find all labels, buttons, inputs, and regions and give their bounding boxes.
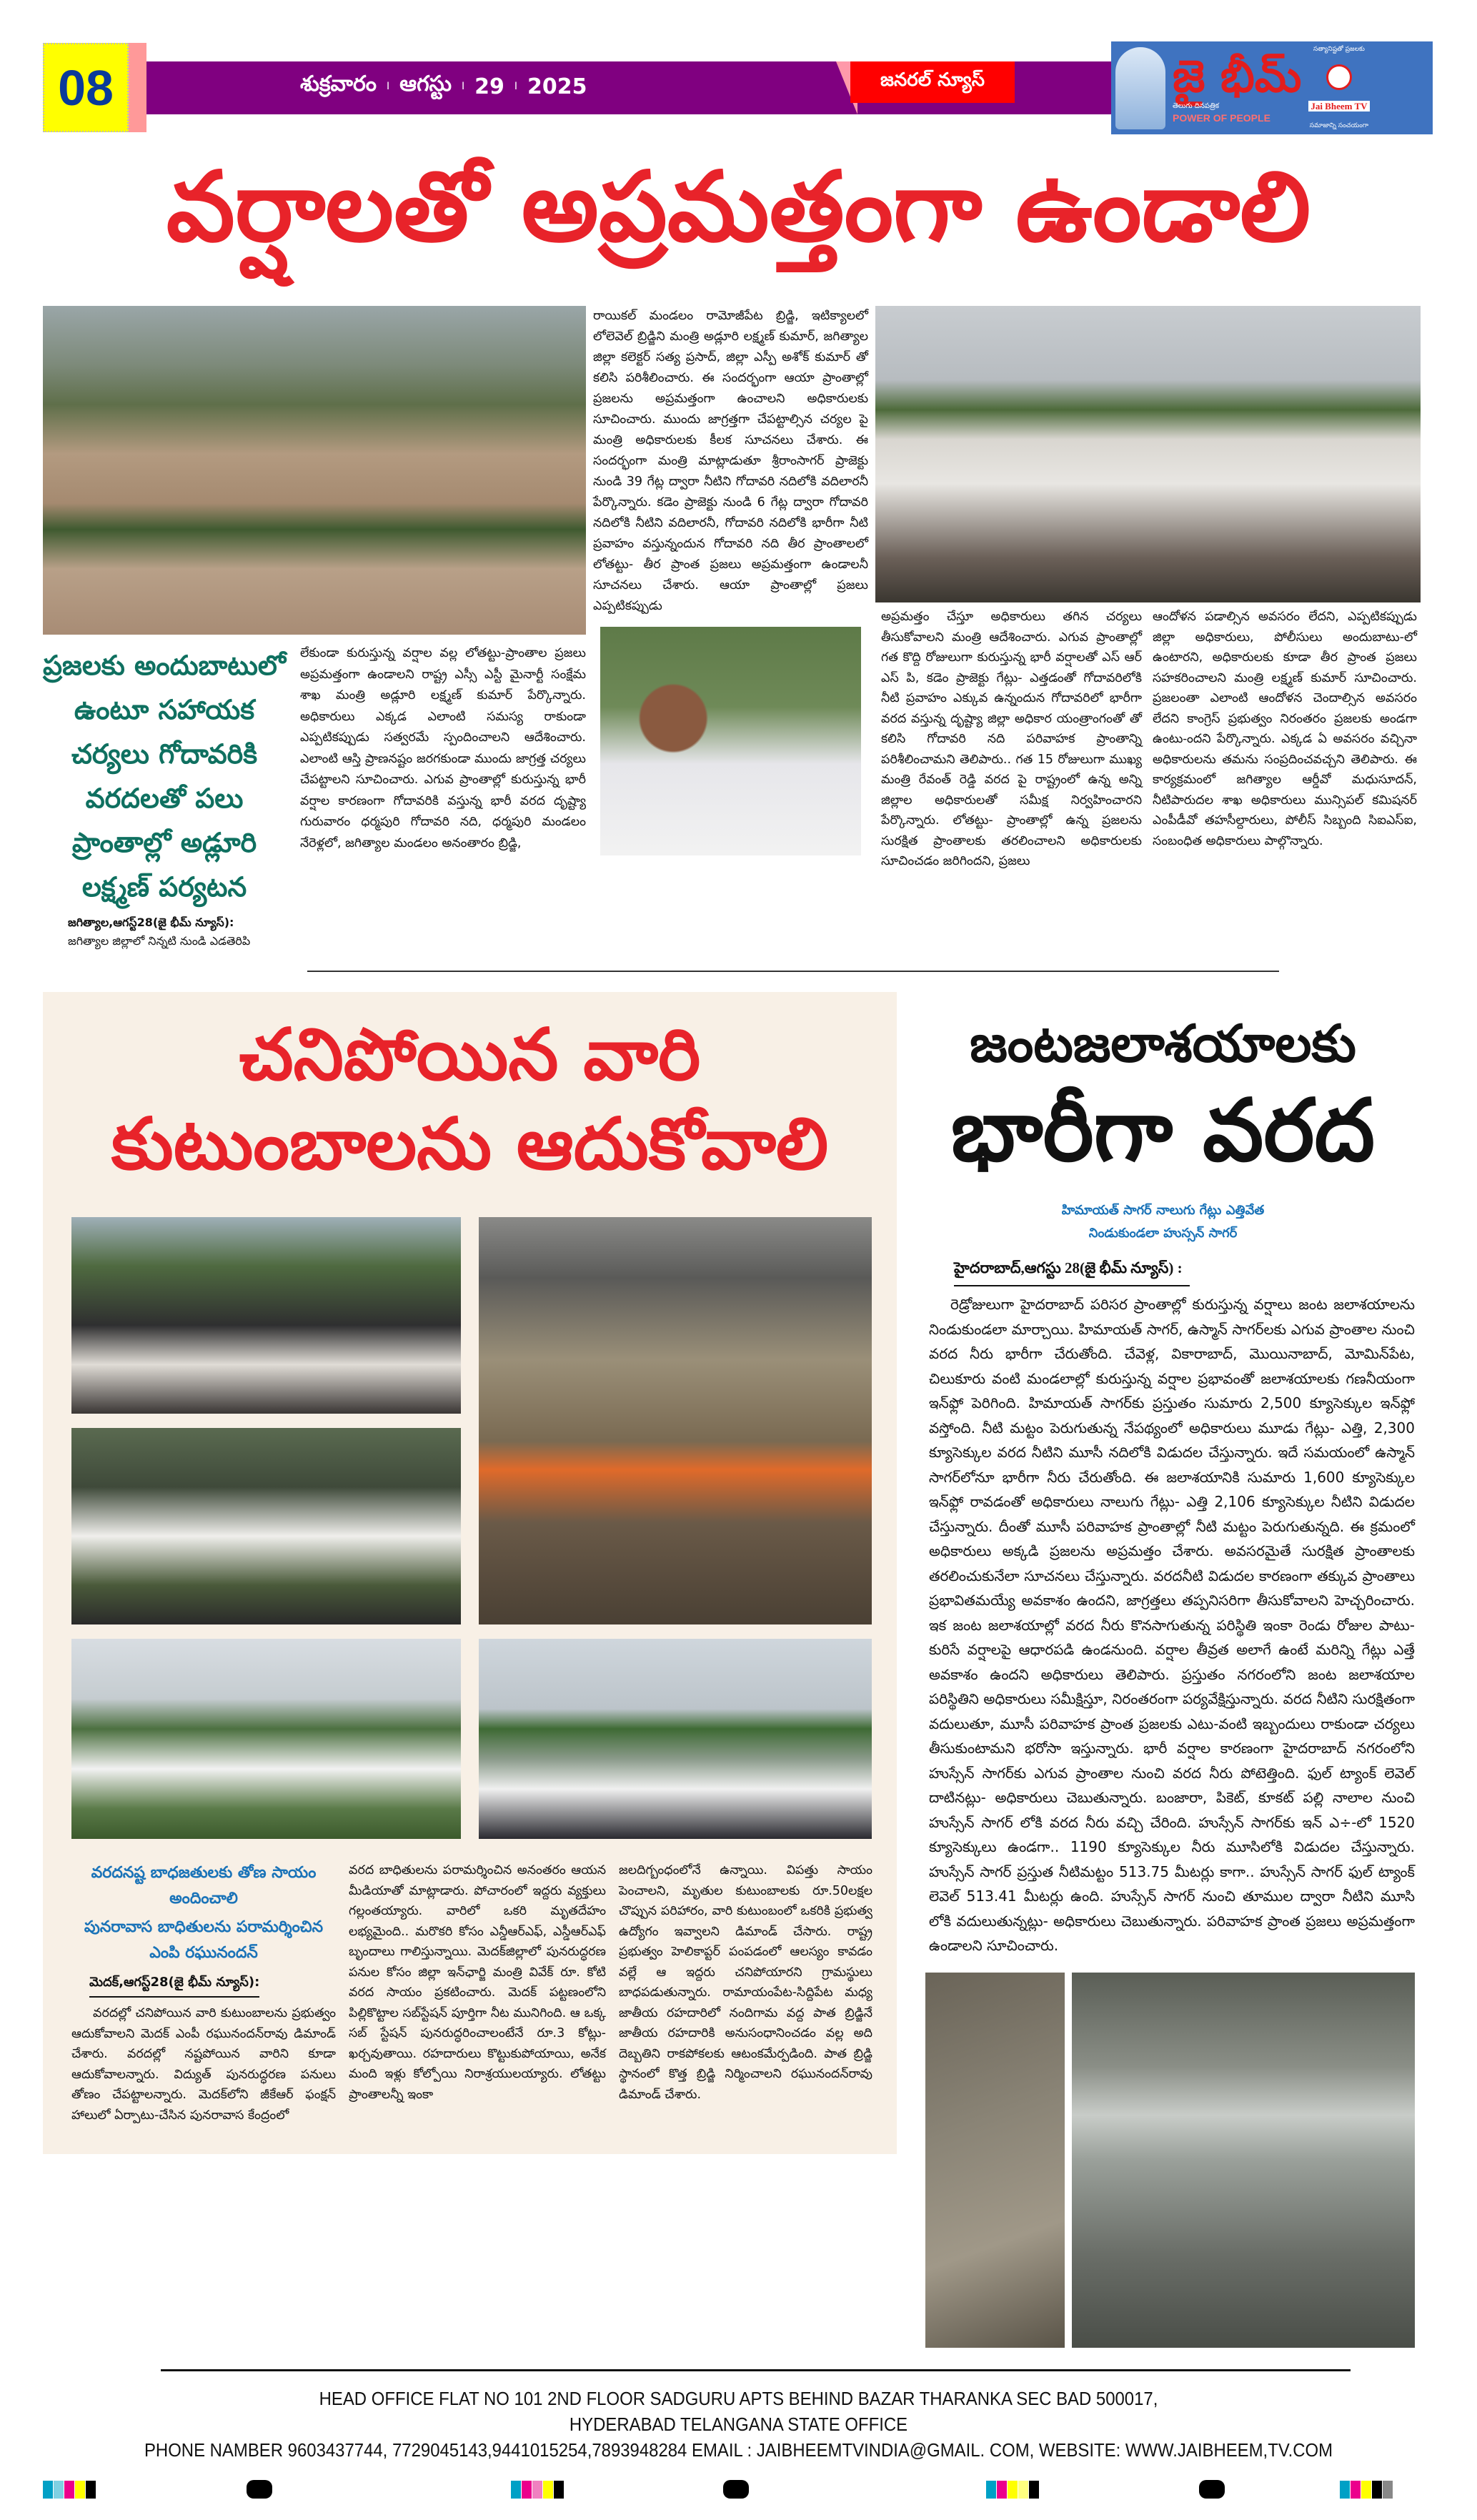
issue-date bbox=[300, 71, 587, 101]
crowd-flood-photo bbox=[479, 1639, 872, 1839]
registration-dot bbox=[1199, 2480, 1225, 2499]
story2-headline bbox=[71, 1010, 868, 1189]
story1-column-5: ఆందోళన పడాల్సిన అవసరం లేదని, ఎప్పటికప్పుడు జిల్లా అధికారులు, పోలీసులు అందుబాటు-లో ఉంటారని, అధికారులకు కూడా తీర ప్రాంత ప్రజలు సహకరించాలని మంత్రి లక్ష్మణ్ కుమార్ సూచించారు. ప్రజలంతా ఎలాంటి ఆందోళన చెందాల్సిన అవసరం లేదని కాంగ్రెస్ ప్రభుత్వం నిరంతరం ప్రజలకు అండగా ఉంటు-ందని పేర్కొన్నారు. ఎక్కడ ఏ అవసరం వచ్చినా అధికారులను తమను సంప్రదించవచ్చని తెలిపారు. ఈ కార్యక్రమంలో జగిత్యాల ఆర్డీవో మధుసూదన్, నీటిపారుదల శాఖ అధికారులు మున్సిపల్ కమిషనర్ ఎంపీడీవో తహసీల్దారులు, పోలీస్ సిబ్బంది సిఐఎస్ఐ, సంబంధిత అధికారులు పాల్గొన్నారు. bbox=[1153, 610, 1417, 848]
date-separator: I bbox=[386, 81, 390, 92]
date-day: శుక్రవారం bbox=[300, 71, 377, 96]
emblem-icon bbox=[1326, 64, 1352, 90]
logo-text bbox=[1173, 51, 1301, 124]
logo-tagline: POWER OF PEOPLE bbox=[1173, 112, 1270, 124]
footer bbox=[59, 2386, 1418, 2463]
registration-dot bbox=[247, 2480, 272, 2499]
story3-headline-line1: జంటజలాశయాలకు bbox=[970, 1013, 1356, 1073]
story2-subheadline-1: వరదనష్ట బాధజతులకు తోణ సాయం అందించాలి bbox=[91, 1864, 317, 1908]
logo-subtitle: తెలుగు దినపత్రిక bbox=[1173, 102, 1220, 110]
rehab-center-photo-2 bbox=[71, 1428, 461, 1624]
masthead bbox=[0, 0, 1477, 143]
newspaper-logo bbox=[1111, 41, 1433, 134]
story3-subheadline bbox=[904, 1199, 1422, 1245]
footer-divider bbox=[161, 2369, 1351, 2371]
flood-water-photo-1 bbox=[925, 1973, 1065, 2348]
page-number: 08 bbox=[43, 43, 129, 132]
story2-photo-grid bbox=[71, 1217, 868, 1839]
story3-dateline: హైదరాబాద్,ఆగస్టు 28(జై భీమ్ న్యూస్) : bbox=[954, 1259, 1190, 1286]
main-headline: వర్షాలతో అప్రమత్తంగా ఉండాలి bbox=[166, 151, 1311, 263]
story1-dateline: జగిత్యాల,ఆగస్ట్28(జై భీమ్ న్యూస్): bbox=[68, 916, 234, 929]
story3-photos bbox=[925, 1973, 1422, 2348]
section-label: జనరల్ న్యూస్ bbox=[850, 61, 1015, 103]
date-separator: I bbox=[462, 81, 465, 92]
story1-middle bbox=[593, 306, 868, 855]
story2-column-1: వరదల్లో చనిపోయిన వారి కుటుంబాలను ప్రభుత్వం ఆదుకోవాలని మెదక్ ఎంపీ రఘునందన్‌రావు డిమాండ్ చేశారు. వరదల్లో నష్టపోయిన వారిని కూడా ఆదుకోవాలన్నారు. విద్యుత్ పునరుద్ధరణ పనులు తోణం చేపట్టాలన్నారు. మెదక్‌లోని జీకేఆర్ ఫంక్షన్ హాలులో ఏర్పాటు-చేసిన పునరావాస కేంద్రంలో bbox=[71, 2006, 336, 2123]
color-registration-marks bbox=[1340, 2481, 1393, 2499]
story3-headline-line2: భారీగా వరద bbox=[950, 1081, 1376, 1181]
story1-left-bottom bbox=[43, 643, 586, 951]
rehab-center-photo-1 bbox=[71, 1217, 461, 1414]
story1-column-3: రాయికల్ మండలం రామోజీపేట బ్రిడ్జి, ఇటిక్యాలలో లోలెవెల్ బ్రిడ్జిని మంత్రి అడ్లూరి లక్ష్మణ్ కుమార్, జగిత్యాల జిల్లా కలెక్టర్ సత్య ప్రసాద్, జిల్లా ఎస్పీ అశోక్ కుమార్ తో కలిసి పరిశీలించారు. ఈ సందర్భంగా ఆయా ప్రాంతాల్లో ప్రజలను అప్రమత్తంగా ఉంచాలని అధికారులకు సూచించారు. ముందు జాగ్రత్తగా చేపట్టాల్సిన చర్యల పై మంత్రి అధికారులకు కీలక సూచనలు చేశారు. ఈ సందర్భంగా మంత్రి మాట్లాడుతూ శ్రీరాంసాగర్ ప్రాజెక్టు నుండి 39 గేట్ల ద్వారా నీటిని గోదావరి నదిలోకి వదిలారనీ పేర్కొన్నారు. కడెం ప్రాజెక్టు నుండి 6 గేట్ల ద్వారా గోదావరి నదిలోకి నీటిని వదిలారనీ, గోదావరి నదిలోకి భారీగా నీటి ప్రవాహం వస్తున్నందున గోదావరి నది తీర ప్రాంతాలలో లోతట్టు- తీర ప్రాంత ప్రజలు అప్రమత్తంగా ఉండాలనీ సూచనలు చేశారు. ఆయా ప్రాంతాల్లో ప్రజలు ఎప్పటికప్పుడు bbox=[593, 309, 868, 613]
story2-dateline: మెదక్,ఆగస్ట్28(జై భీమ్ న్యూస్): bbox=[89, 1973, 259, 1998]
story1-intro bbox=[43, 643, 286, 951]
footer-contact: PHONE NAMBER 9603437744, 7729045143,9441015254,7893948284 EMAIL : JAIBHEEMTVINDIA@GMAIL. COM, WEBSITE: WWW.JAIBHEEM,TV.COM bbox=[144, 2439, 1333, 2461]
story2-headline-line2: కుటుంబాలను ఆదుకోవాలి bbox=[111, 1102, 829, 1186]
logo-top-note: సత్యానిష్టతో ప్రజలకు bbox=[1313, 46, 1365, 53]
story1 bbox=[43, 306, 1477, 951]
story3-subheadline-1: హిమాయత్ సాగర్ నాలుగు గేట్లు ఎత్తివేత bbox=[1061, 1203, 1265, 1218]
story2-first-column bbox=[71, 1860, 336, 2125]
story2-headline-line1: చనిపోయిన వారి bbox=[239, 1013, 701, 1096]
story1-lead: జగిత్యాల జిల్లాలో నిన్నటి నుండి ఎడతెరిపి bbox=[68, 934, 251, 948]
portrait-image bbox=[1115, 47, 1165, 129]
story1-right bbox=[875, 306, 1421, 872]
registration-dot bbox=[723, 2480, 749, 2499]
section-divider bbox=[307, 971, 1279, 972]
minister-inspection-photo bbox=[875, 306, 1421, 602]
story2-column-3: జలదిగ్బంధంలోనే ఉన్నాయి. విపత్తు సాయం పెంచాలని, మృతుల కుటుంబాలకు రూ.50లక్షల చొప్పున పరిహారం, వారి కుటుంబంలో ఒకరికి ప్రభుత్వ ఉద్యోగం ఇవ్వాలని డిమాండ్ చేసారు. రాష్ట్ర ప్రభుత్వం హెలికాప్టర్ పంపడంలో ఆలస్యం కావడం వల్లే ఆ ఇద్దరు చనిపోయారని గ్రామస్థులు బాధపడుతున్నారు. రామాయంపేట-సిద్దిపేట మధ్య జాతీయ రహదారిలో నందిగామ వద్ద పాత బ్రిడ్జినే జాతీయ రహదారికి అనుసంధానించడం వల్ల అది దెబ్బతిని రాకపోకలకు ఆటంకమేర్పడింది. పాత బ్రిడ్జి స్థానంలో కొత్త బ్రిడ్జి నిర్మించాలని రఘునందన్‌రావు డిమాండ్ చేశారు. bbox=[619, 1863, 872, 2102]
flooded-road-photo bbox=[1072, 1973, 1415, 2348]
story1-column-4: అప్రమత్తం చేస్తూ అధికారులు తగిన చర్యలు తీసుకోవాలని మంత్రి ఆదేశించారు. ఎగువ ప్రాంతాల్లో గత కొద్ది రోజులుగా కురుస్తున్న భారీ వర్షాలతో ఎస్ ఆర్ ఎస్ పి, కడెం ప్రాజెక్టు గేట్లు- ఎత్తడంతో గోదావరిలోకి నీటి ప్రవాహం ఎక్కువ ఉన్నందున గోదావరిలో భారీగా వరద వస్తున్న దృష్ట్యా జిల్లా అధికార యంత్రాంగంతో తో కలిసి గోదావరి నది పరివాహక ప్రాంతాన్ని పరిశీలించామని తెలిపారు.. గత 15 రోజులుగా ముఖ్య మంత్రి రేవంత్ రెడ్డి వరద పై రాష్ట్రంలో ఉన్న అన్ని జిల్లాల అధికారులతో సమీక్ష నిర్వహించారని పేర్కొన్నారు. లోతట్టు- ప్రాంతాల్లో ఉన్న ప్రజలను సురక్షిత ప్రాంతాలకు తరలించాలని అధికారులకు సూచించడం జరిగిందని, ప్రజలు bbox=[881, 610, 1142, 868]
story1-column-2: లేకుండా కురుస్తున్న వర్షాల వల్ల లోతట్టు-ప్రాంతాల ప్రజలు అప్రమత్తంగా ఉండాలని రాష్ట్ర ఎస్సీ ఎస్టీ మైనార్టీ సంక్షేమ శాఖ మంత్రి అడ్లూరి లక్ష్మణ్ కుమార్ పేర్కొన్నారు. అధికారులు ఎక్కడ ఎలాంటి సమస్య రాకుండా ఎప్పటికప్పుడు సత్వరమే స్పందించాలని ఆదేశించారు. ఎలాంటి ఆస్తి ప్రాణనష్టం జరగకుండా ముందు జాగ్రత్త చర్యలు చేపట్టాలని సూచించారు. ఎగువ ప్రాంతాల్లో కురుస్తున్న భారీ వర్షాల కారణంగా గోదావరికి వస్తున్న భారీ వరద దృష్ట్యా గురువారం ధర్మపురి గోదావరి నది, ధర్మపురి మండలం నేరెళ్లలో, జగిత్యాల మండలం అనంతారం బ్రిడ్జి, bbox=[300, 646, 586, 850]
date-month: ఆగస్టు bbox=[399, 71, 452, 96]
color-registration-marks bbox=[43, 2481, 96, 2499]
header-accent bbox=[129, 43, 146, 132]
story1-left bbox=[43, 306, 586, 951]
story1-subheadline: ప్రజలకు అందుబాటులో ఉంటూ సహాయక చర్యలు గోదావరికి వరదలతో పలు ప్రాంతాల్లో అడ్లూరి లక్ష్మణ్ పర్యటన bbox=[43, 650, 286, 903]
bridge-damage-photo bbox=[479, 1217, 872, 1624]
date-separator: I bbox=[514, 81, 518, 92]
minister-press-photo bbox=[600, 627, 861, 855]
print-marks bbox=[0, 2477, 1477, 2520]
story3-paragraph: రెడ్రోజులుగా హైదరాబాద్ పరిసర ప్రాంతాల్లో కురుస్తున్న వర్షాలు జంట జలాశయాలను నిండుకుండలా మార్చాయి. హిమాయత్ సాగర్, ఉస్మాన్ సాగర్‌లకు ఎగువ ప్రాంతాల నుంచి వరద నీరు భారీగా చేరుతోంది. చేవెళ్ల, వికారాబాద్, మొయినాబాద్, మోమిన్‌పేట, చిలుకూరు వంటి మండలాల్లో కురుస్తున్న వర్షాల ప్రభావంతో జలాశయాలకు గణనీయంగా ఇన్‌ఫ్లో పెరిగింది. హిమాయత్ సాగర్‌కు ప్రస్తుతం సుమారు 2,500 క్యూసెక్కుల ఇన్‌ఫ్లో వస్తోంది. నీటి మట్టం పెరుగుతున్న నేపథ్యంలో అధికారులు మూడు గేట్లు- ఎత్తి, 2,300 క్యూసెక్కుల వరద నీటిని మూసీ నదిలోకి విడుదల చేస్తున్నారు. ఇదే సమయంలో ఉస్మాన్ సాగర్‌లోనూ భారీగా నీరు చేరుతోంది. ఈ జలాశయానికి సుమారు 1,600 క్యూసెక్కుల ఇన్‌ఫ్లో రావడంతో అధికారులు నాలుగు గేట్లు- ఎత్తి 2,106 క్యూసెక్కుల నీటిని విడుదల చేస్తున్నారు. దీంతో మూసీ పరివాహక ప్రాంతాల్లో నీటి మట్టం పెరుగుతున్నది. ఈ క్రమంలో అధికారులు అక్కడి ప్రజలను అప్రమత్తం చేశారు. అవసరమైతే సురక్షిత ప్రాంతాలకు తరలించుకునేలా సూచనలు చేస్తున్నారు. వరదనీటి విడుదల కారణంగా తక్కువ ప్రాంతాలు ప్రభావితమయ్యే అవకాశం ఉందని, జాగ్రత్తలు తప్పనిసరిగా తీసుకోవాలని హెచ్చరించారు. ఇక జంట జలాశయాల్లో వరద నీరు కొనసాగుతున్న పరిస్థితి ఇంకా రెండు రోజుల పాటు- కురిసే వర్షాలపై ఆధారపడి ఉండనుంది. వర్షాల తీవ్రత అలాగే ఉంటే మరిన్ని గేట్లు ఎత్తే అవకాశం ఉందని అధికారులు తెలిపారు. ప్రస్తుతం నగరంలోని జంట జలాశయాల పరిస్థితిని అధికారులు సమీక్షిస్తూ, నిరంతరంగా పర్యవేక్షిస్తున్నారు. వరద నీటిని సురక్షితంగా వదులుతూ, మూసీ పరివాహక ప్రాంత ప్రజలకు ఎటు-వంటి ఇబ్బందులు రాకుండా చర్యలు తీసుకుంటామని భరోసా ఇస్తున్నారు. భారీ వర్షాల కారణంగా హైదరాబాద్ నగరంలోని హుస్సేన్ సాగర్‌కు ఎగువ ప్రాంతాల నుంచి వరద నీరు పోటెత్తింది. ఫుల్ ట్యాంక్ లెవెల్ దాటినట్లు- అధికారులు చెబుతున్నారు. బంజారా, పికెట్, కూకట్ పల్లి నాలాల నుంచి హుస్సేన్ సాగర్ లోకి వరద నీరు వచ్చి చేరింది. హుస్సేన్ సాగర్‌కు ఇన్ ఎ÷-లో 1520 క్యూసెక్కులు ఉండగా.. 1190 క్యూసెక్కుల నీరు మూసిలోకి విడుదల చేస్తున్నారు. హుస్సేన్ సాగర్ ప్రస్తుత నీటిమట్టం 513.75 మీటర్లు కాగా.. హుస్సేన్ సాగర్ ఫుల్ ట్యాంక్ లెవెల్ 513.41 మీటర్లు ఉంది. హుస్సేన్ సాగర్ నుంచి తూముల ద్వారా నీటిని మూసి లోకి వదులుతున్నట్లు- అధికారులు చెబుతున్నారు. పరివాహక ప్రాంత ప్రజలు అప్రమత్తంగా ఉండాలని సూచించారు. bbox=[929, 1296, 1415, 1954]
logo-name: జై భీమ్ bbox=[1173, 50, 1302, 102]
story2-subheadline-2: పునరావాస బాధితులను పరామర్శించిన ఎంపి రఘునందన్ bbox=[84, 1918, 324, 1962]
color-registration-marks bbox=[986, 2481, 1040, 2499]
story3-body bbox=[929, 1292, 1415, 1958]
logo-bottom-note: సమాజాన్ని సంచయంగా bbox=[1309, 122, 1369, 129]
story3 bbox=[904, 992, 1422, 2348]
footer-address: HEAD OFFICE FLAT NO 101 2ND FLOOR SADGURU APTS BEHIND BAZAR THARANKA SEC BAD 500017, bbox=[319, 2387, 1158, 2409]
footer-office: HYDERABAD TELANGANA STATE OFFICE bbox=[569, 2413, 908, 2435]
story2-box bbox=[43, 992, 897, 2154]
date-date: 29 bbox=[474, 74, 504, 99]
tv-name: Jai Bheem TV bbox=[1308, 101, 1369, 111]
story2-text bbox=[71, 1860, 872, 2125]
color-registration-marks bbox=[511, 2481, 565, 2499]
story1-right-bottom bbox=[875, 607, 1421, 872]
flood-aerial-photo bbox=[43, 306, 586, 635]
field-visit-photo bbox=[71, 1639, 461, 1839]
story3-subheadline-2: నిండుకుండలా హుస్సన్ సాగర్ bbox=[1088, 1226, 1238, 1241]
date-year: 2025 bbox=[527, 74, 587, 99]
story2-column-2: వరద బాధితులను పరామర్శించిన అనంతరం ఆయన మీడియాతో మాట్లాడారు. పోచారంలో ఇద్దరు వ్యక్తులు గల్లంతయ్యారు. వారిలో ఒకరి మృతదేహం లభ్యమైంది.. మరొకరి కోసం ఎన్డీఆర్ఎఫ్, ఎస్డీఆర్ఎఫ్ బృందాలు గాలిస్తున్నాయి. మెదక్‌జిల్లాలో పునరుద్ధరణ పనుల కోసం జిల్లా ఇన్‌ఛార్జి మంత్రి వివేక్ రూ. కోటి వరద సాయం ప్రకటించారు. మెదక్ పట్టణంలోని పిల్లికొట్టాల సబ్‌స్టేషన్ పూర్తిగా నీట మునిగింది. ఆ ఒక్క సబ్ స్టేషన్ పునరుద్ధరించాలంటేనే రూ.3 కోట్లు- ఖర్చవుతాయి. రహదారులు కొట్టుకుపోయాయి, అనేక మంది ఇళ్లు కోల్పోయి నిరాశ్రయులయ్యారు. లోతట్టు ప్రాంతాలన్నీ ఇంకా bbox=[349, 1863, 606, 2102]
tv-logo bbox=[1308, 46, 1369, 130]
lower-section bbox=[43, 992, 1477, 2348]
